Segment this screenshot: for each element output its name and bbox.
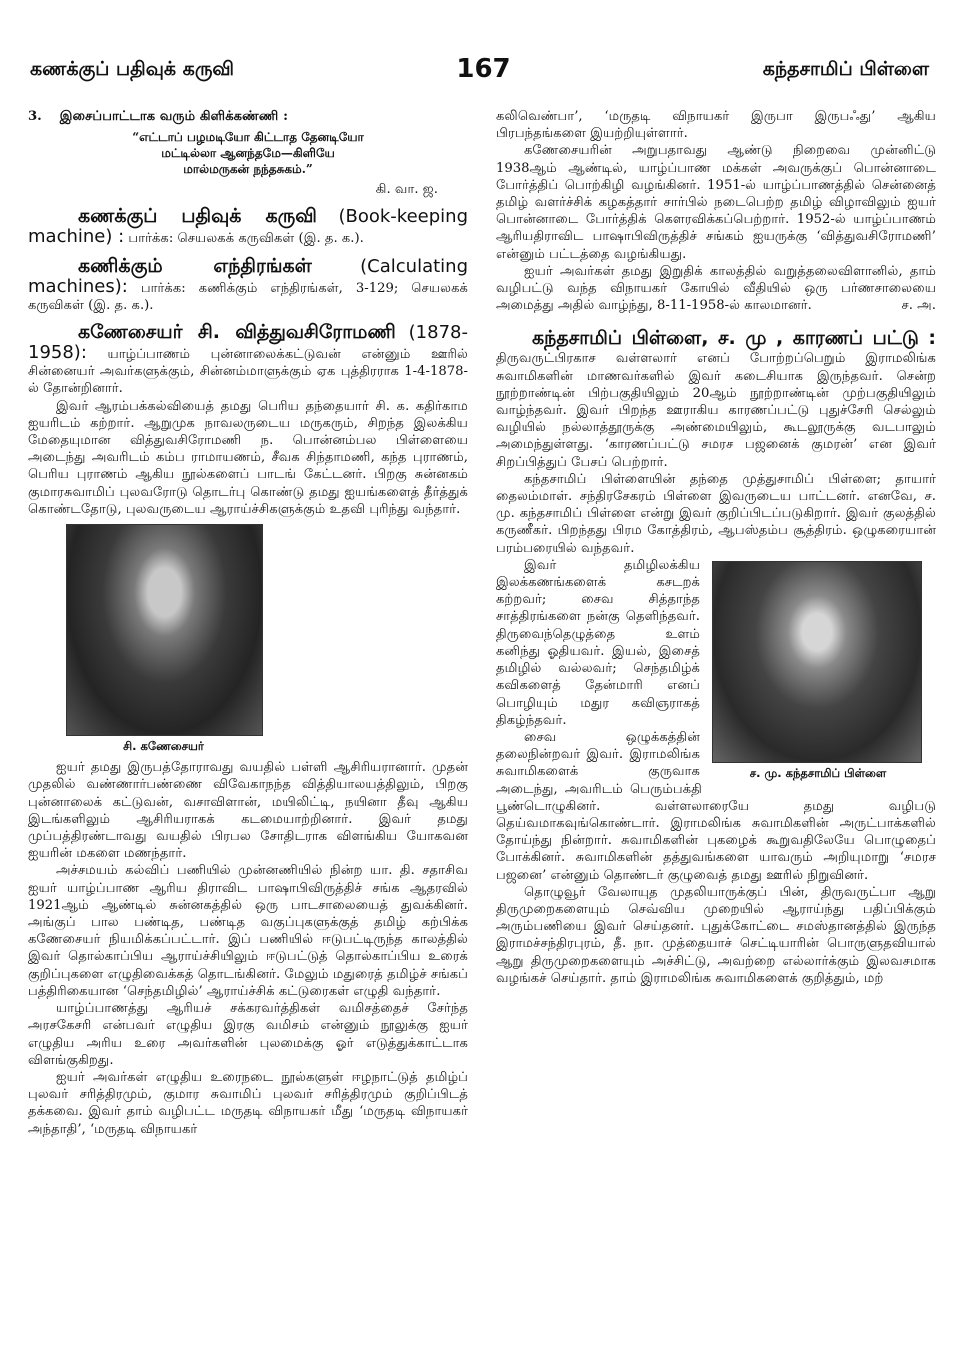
paragraph: இவர் ஆரம்பக்கல்வியைத் தமது பெரிய தந்தையார் சி. க. கதிர்காம ஐயரிடம் கற்றார். ஆறுமுக நாவலருடைய மருகரும், சிறந்த இலக்கிய மேதையுமான வித்துவசிரோமணி ந. பொன்னம்பல பிள்ளையை அடைந்து அவரிடம் கம்ப ராமாயணம், சீவக சிந்தாமணி, கந்த புராணம், பெரிய புராணம் ஆகிய நூல்களைப் பாடங் கேட்டனர். பிறகு சுன்னகம் குமாரசுவாமிப் புலவரோடு தொடர்பு கொண்டு தமது ஐயங்களைத் தீர்த்துக் கொண்டதோடு, புலவருடைய ஆராய்ச்சிகளுக்கும் உதவி புரிந்து வந்தார். <box>28 398 468 517</box>
portrait-photo <box>712 561 922 763</box>
paragraph: யாழ்ப்பாணத்து ஆரியச் சக்கரவர்த்திகள் வமிசத்தைச் சேர்ந்த அரசகேசரி என்பவர் எழுதிய இரகு வமிசம் என்னும் நூலுக்கு ஐயர் எழுதிய அரிய உரை அவர்களின் புலமைக்கு ஓர் எடுத்துக்காட்டாக விளங்குகிறது. <box>28 1001 468 1068</box>
poem-line: மால்மருகன் நந்தசுகம்.” <box>183 162 313 177</box>
english-term: (Book-keeping machine) : <box>28 206 468 248</box>
poem-block <box>28 129 468 177</box>
kili-entry <box>28 108 468 198</box>
paragraph: ஐயர் தமது இருபத்தோராவது வயதில் பள்ளி ஆசிரியரானார். முதன் முதலில் வண்ணார்பண்ணை விவேகாநந்த வித்தியாலயத்திலும், பிறகு புன்னாலைக் கட்டுவன், வசாவிளான், மயிலிட்டி, நயினா தீவு ஆகிய இடங்களிலும் ஆசிரியராகக் கடமையாற்றினார். இவர் தமது முப்பத்திரண்டாவது வயதில் பிரபல சோதிடராக விளங்கிய யோகவன ஐயரின் மகளை மணந்தார். <box>28 760 468 862</box>
paragraph: கலிவெண்பா’, ‘மருதடி விநாயகர் இருபா இருபஃது’ ஆகிய பிரபந்தங்களை இயற்றியுள்ளார். <box>496 109 936 142</box>
ganesaiyar-entry <box>28 320 468 1138</box>
paragraph: தொழுவூர் வேலாயுத முதலியாருக்குப் பின், திருவருட்பா ஆறு திருமுறைகளையும் செவ்விய முறையில் ஆராய்ந்து பதிப்பிக்கும் அரும்பணியை இவர் செய்தனர். புதுக்கோட்டை சமஸ்தானத்தில் இருந்த இராமச்சந்திரபுரம், தீ. நா. முத்தையாச் செட்டியாரின் பொருளுதவியால் ஆறு திருமுறைகளையும் அச்சிட்டு, அவற்றை எல்லார்க்கும் இலவசமாக வழங்கச் செய்தார். தாம் இராமலிங்க சுவாமிகளைக் குறித்தும், மற் <box>496 884 936 986</box>
english-term: (Calculating machines): <box>28 255 468 297</box>
bookkeeping-entry <box>28 204 468 247</box>
running-title-right: கந்தசாமிப் பிள்ளை <box>762 58 929 80</box>
life-years: (1878-1958): <box>28 322 468 364</box>
right-column <box>496 108 936 987</box>
cross-reference: பார்க்க: கணிக்கும் எந்திரங்கள், 3-129; செயலகக் கருவிகள் (இ. த. க.). <box>28 280 468 313</box>
portrait-photo <box>66 524 263 736</box>
author-signature: ச. அ. <box>901 298 936 314</box>
paragraph: திருவருட்பிரகாச வள்ளலார் எனப் போற்றப்பெறும் இராமலிங்க சுவாமிகளின் மாணவர்களில் இவர் கடைசியாக இருந்தவர். சென்ற நூற்றாண்டின் பிற்பகுதியிலும் 20ஆம் நூற்றாண்டின் முற்பகுதியிலும் வாழ்ந்தவர். இவர் பிறந்த ஊராகிய காரணப்பட்டு புதுச்சேரி செல்லும் வழியில் நல்லாத்தூருக்கு அண்மையிலும், கூடலூருக்கு வடபாலும் அமைந்துள்ளது. ‘காரணப்பட்டு சமரச பஜனைக் குமரன்’ என இவர் சிறப்பித்துப் பேசப் பெற்றார். <box>496 351 936 470</box>
calculating-entry <box>28 254 468 314</box>
headword: கந்தசாமிப் பிள்ளை, ச. மு , காரணப் பட்டு : <box>532 327 936 350</box>
paragraph: கணேசையரின் அறுபதாவது ஆண்டு நிறைவை முன்னிட்டு 1938ஆம் ஆண்டில், யாழ்ப்பாண மக்கள் அவருக்குப் பொன்னாடை போர்த்திப் பொற்கிழி வழங்கினர். 1951-ல் யாழ்ப்பாணத்தில் சென்னைத் தமிழ் வளர்ச்சிக் கழகத்தார் சார்பில் நடைபெற்ற தமிழ் விழாவிலும் ஐயர் பொன்னாடை போர்த்திக் கௌரவிக்கப்பெற்றார். 1952-ல் யாழ்ப்பாணம் ஆரியதிராவிட பாஷாபிவிருத்திச் சங்கம் ஐயருக்கு ‘வித்துவசிரோமணி’ என்னும் பட்டத்தை வழங்கியது. <box>496 143 936 262</box>
poem-line: “எட்டாப் பழமடியோ கிட்டாத தேனடியோ <box>132 130 364 145</box>
paragraph-text: ஐயர் அவர்கள் தமது இறுதிக் காலத்தில் வறுத்தலைவிளானில், தாம் வழிபட்டு வந்த விநாயகர் கோயில் வீதியில் ஒரு பர்ணசாலையை அமைத்து அதில் வாழ்ந்து, 8-11-1958-ல் காலமானர். <box>496 263 936 314</box>
paragraph: ஐயர் அவர்கள் எழுதிய உரைநடை நூல்களுள் ஈழநாட்டுத் தமிழ்ப் புலவர் சரித்திரமும், குமார சுவாமிப் புலவர் சரித்திரமும் குறிப்பிடத் தக்கவை. இவர் தாம் வழிபட்ட மருதடி விநாயகர் மீது ‘மருதடி விநாயகர் அந்தாதி’, ‘மருதடி விநாயகர் <box>28 1069 468 1137</box>
running-title-left: கணக்குப் பதிவுக் கருவி <box>30 58 235 80</box>
page-header <box>0 44 967 94</box>
headword: கணிக்கும் எந்திரங்கள் <box>78 254 312 277</box>
paragraph: சைவ ஒழுக்கத்தின் தலைநின்றவர் இவர். இராமலிங்க சுவாமிகளைக் குருவாக அடைந்து, அவரிடம் பெரும்பக்தி பூண்டொழுகினர். வள்ளலாரையே தமது வழிபடு தெய்வமாகவுங்கொண்டார். இராமலிங்க சுவாமிகளின் அருட்பாக்களில் தோய்ந்து நின்றார். சுவாமிகளின் புகழைக் கூறுவதிலேயே பொழுதைப் போக்கினர். சுவாமிகளின் தத்துவங்களை யாவரும் அறியுமாறு ‘சமரச பஜனை’ என்னும் தொண்டர் குழுவைத் தமது ஊரில் நிறுவினர். <box>496 729 936 883</box>
headword: கணேசையர் சி. வித்துவசிரோமணி <box>78 321 396 344</box>
page-number: 167 <box>456 54 511 84</box>
left-column <box>28 108 468 1138</box>
photo-caption: சி. கணேசையர் <box>123 739 204 754</box>
paragraph: இவர் தமிழிலக்கிய இலக்கணங்களைக் கசடறக் கற்றவர்; சைவ சித்தாந்த சாத்திரங்களை நன்கு தெளிந்தவர். திருவைந்தெழுத்தை உளம் கனிந்து ஓதியவர். இயல், இசைத் தமிழில் வல்லவர்; செந்தமிழ்க் கவிகளைத் தேன்மாரி எனப் பொழியும் மதுர கவிஞராகத் திகழ்ந்தவர். <box>496 557 700 728</box>
ganesaiyar-continuation <box>496 108 936 314</box>
cross-reference: பார்க்க: செயலகக் கருவிகள் (இ. த. க.). <box>128 231 364 247</box>
author-signature: கி. வா. ஜ. <box>375 182 438 198</box>
photo-caption: ச. மு. கந்தசாமிப் பிள்ளை <box>749 765 887 780</box>
paragraph <box>496 263 936 315</box>
paragraph: கந்தசாமிப் பிள்ளையின் தந்தை முத்துசாமிப் பிள்ளை; தாயார் தைலம்மாள். சந்திரசேகரம் பிள்ளை இவருடைய பாட்டனர். எனவே, ச. மு. கந்தசாமிப் பிள்ளை என்று இவர் குறிப்பிடப்படுகிறார். இவர் குலத்தில் கருணீகர். பிறந்தது பிரம கோத்திரம், ஆபஸ்தம்ப சூத்திரம். ஒழுகரையான் பரம்பரையில் வந்தவர். <box>496 471 936 556</box>
entry-number: 3. <box>28 109 42 124</box>
paragraph: யாழ்ப்பாணம் புன்னாலைக்கட்டுவன் என்னும் ஊரில் சின்னையர் அவர்களுக்கும், சின்னம்மாளுக்கும் ஏக புத்திரராக 1-4-1878-ல் தோன்றினார். <box>28 347 468 397</box>
headword: கணக்குப் பதிவுக் கருவி <box>78 205 317 228</box>
kandasami-entry <box>496 326 936 987</box>
kili-heading: இசைப்பாட்டாக வரும் கிளிக்கண்ணி : <box>59 109 288 124</box>
paragraph: அச்சமயம் கல்விப் பணியில் முன்னணியில் நின்ற யா. தி. சதாசிவ ஐயர் யாழ்ப்பாண ஆரிய திராவிட பாஷாபிவிருத்திச் சங்க ஆதரவில் 1921ஆம் ஆண்டில் சுன்னகத்தில் ஒரு பாடசாலையைத் துவக்கினர். அங்குப் பால பண்டித, பண்டித வகுப்புகளுக்குத் தமிழ் கற்பிக்க கணேசையர் நியமிக்கப்பட்டார். இப் பணியில் ஈடுபட்டிருந்த காலத்தில் இவர் தொல்காப்பிய ஆராய்ச்சியிலும் ஈடுபட்டுத் தொல்காப்பிய உரைக் குறிப்புகளை எழுதிவைக்கத் தொடங்கினர். மேலும் மதுரைத் தமிழ்ச் சங்கப் பத்திரிகையான ‘செந்தமிழில்’ ஆராய்ச்சிக் கட்டுரைகள் எழுதி வந்தார். <box>28 863 468 999</box>
poem-line: மட்டில்லா ஆனந்தமே—கிளியே <box>161 146 335 161</box>
